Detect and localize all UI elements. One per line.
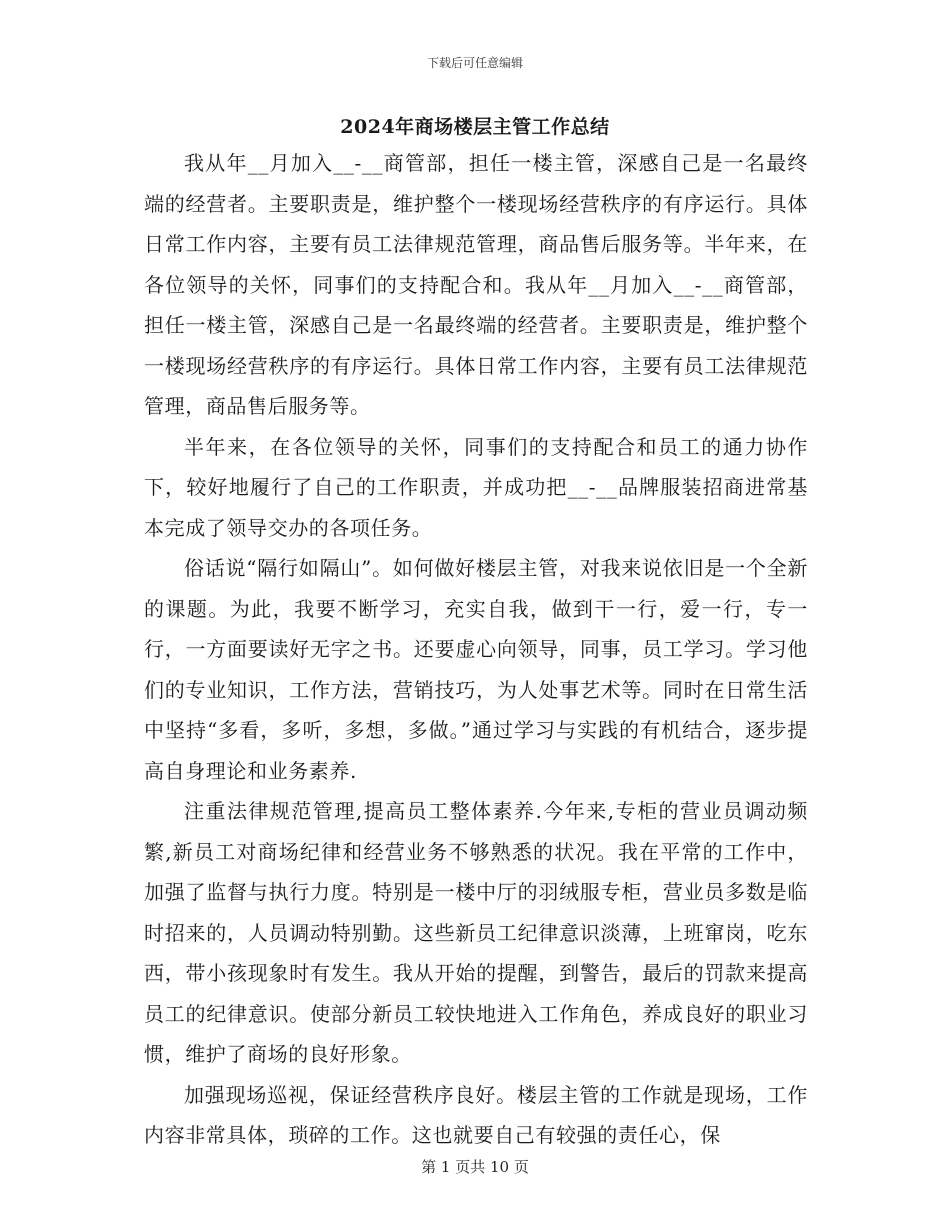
document-body bbox=[144, 143, 808, 1156]
paragraph-3: 俗话说“隔行如隔山”。如何做好楼层主管，对我来说依旧是一个全新的课题。为此，我要不断学习，充实自我，做到干一行，爱一行，专一行，一方面要读好无字之书。还要虚心向领导，同事，员工学习。学习他们的专业知识，工作方法，营销技巧，为人处事艺术等。同时在日常生活中坚持“多看，多听，多想，多做。”通过学习与实践的有机结合，逐步提高自身理论和业务素养. bbox=[144, 556, 808, 783]
paragraph-2: 半年来，在各位领导的关怀，同事们的支持配合和员工的通力协作下，较好地履行了自己的工作职责，并成功把__-__品牌服装招商进常基本完成了领导交办的各项任务。 bbox=[144, 434, 808, 540]
paragraph-4: 注重法律规范管理,提高员工整体素养.今年来,专柜的营业员调动频繁,新员工对商场纪律和经营业务不够熟悉的状况。我在平常的工作中，加强了监督与执行力度。特别是一楼中厅的羽绒服专柜，营业员多数是临时招来的，人员调动特别勤。这些新员工纪律意识淡薄，上班窜岗，吃东西，带小孩现象时有发生。我从开始的提醒，到警告，最后的罚款来提高员工的纪律意识。使部分新员工较快地进入工作角色，养成良好的职业习惯，维护了商场的良好形象。 bbox=[144, 799, 808, 1066]
document-title: 2024年商场楼层主管工作总结 bbox=[340, 116, 610, 138]
paragraph-1: 我从年__月加入__-__商管部，担任一楼主管，深感自己是一名最终端的经营者。主要职责是，维护整个一楼现场经营秩序的有序运行。具体日常工作内容，主要有员工法律规范管理，商品售后服务等。半年来，在各位领导的关怀，同事们的支持配合和。我从年__月加入__-__商管部，担任一楼主管，深感自己是一名最终端的经营者。主要职责是，维护整个一楼现场经营秩序的有序运行。具体日常工作内容，主要有员工法律规范管理，商品售后服务等。 bbox=[144, 151, 808, 418]
page-number-footer: 第 1 页共 10 页 bbox=[421, 1158, 529, 1176]
paragraph-5: 加强现场巡视，保证经营秩序良好。楼层主管的工作就是现场，工作内容非常具体，琐碎的工作。这也就要自己有较强的责任心，保 bbox=[144, 1082, 808, 1147]
page-header: 下载后可任意编辑 bbox=[426, 56, 523, 70]
